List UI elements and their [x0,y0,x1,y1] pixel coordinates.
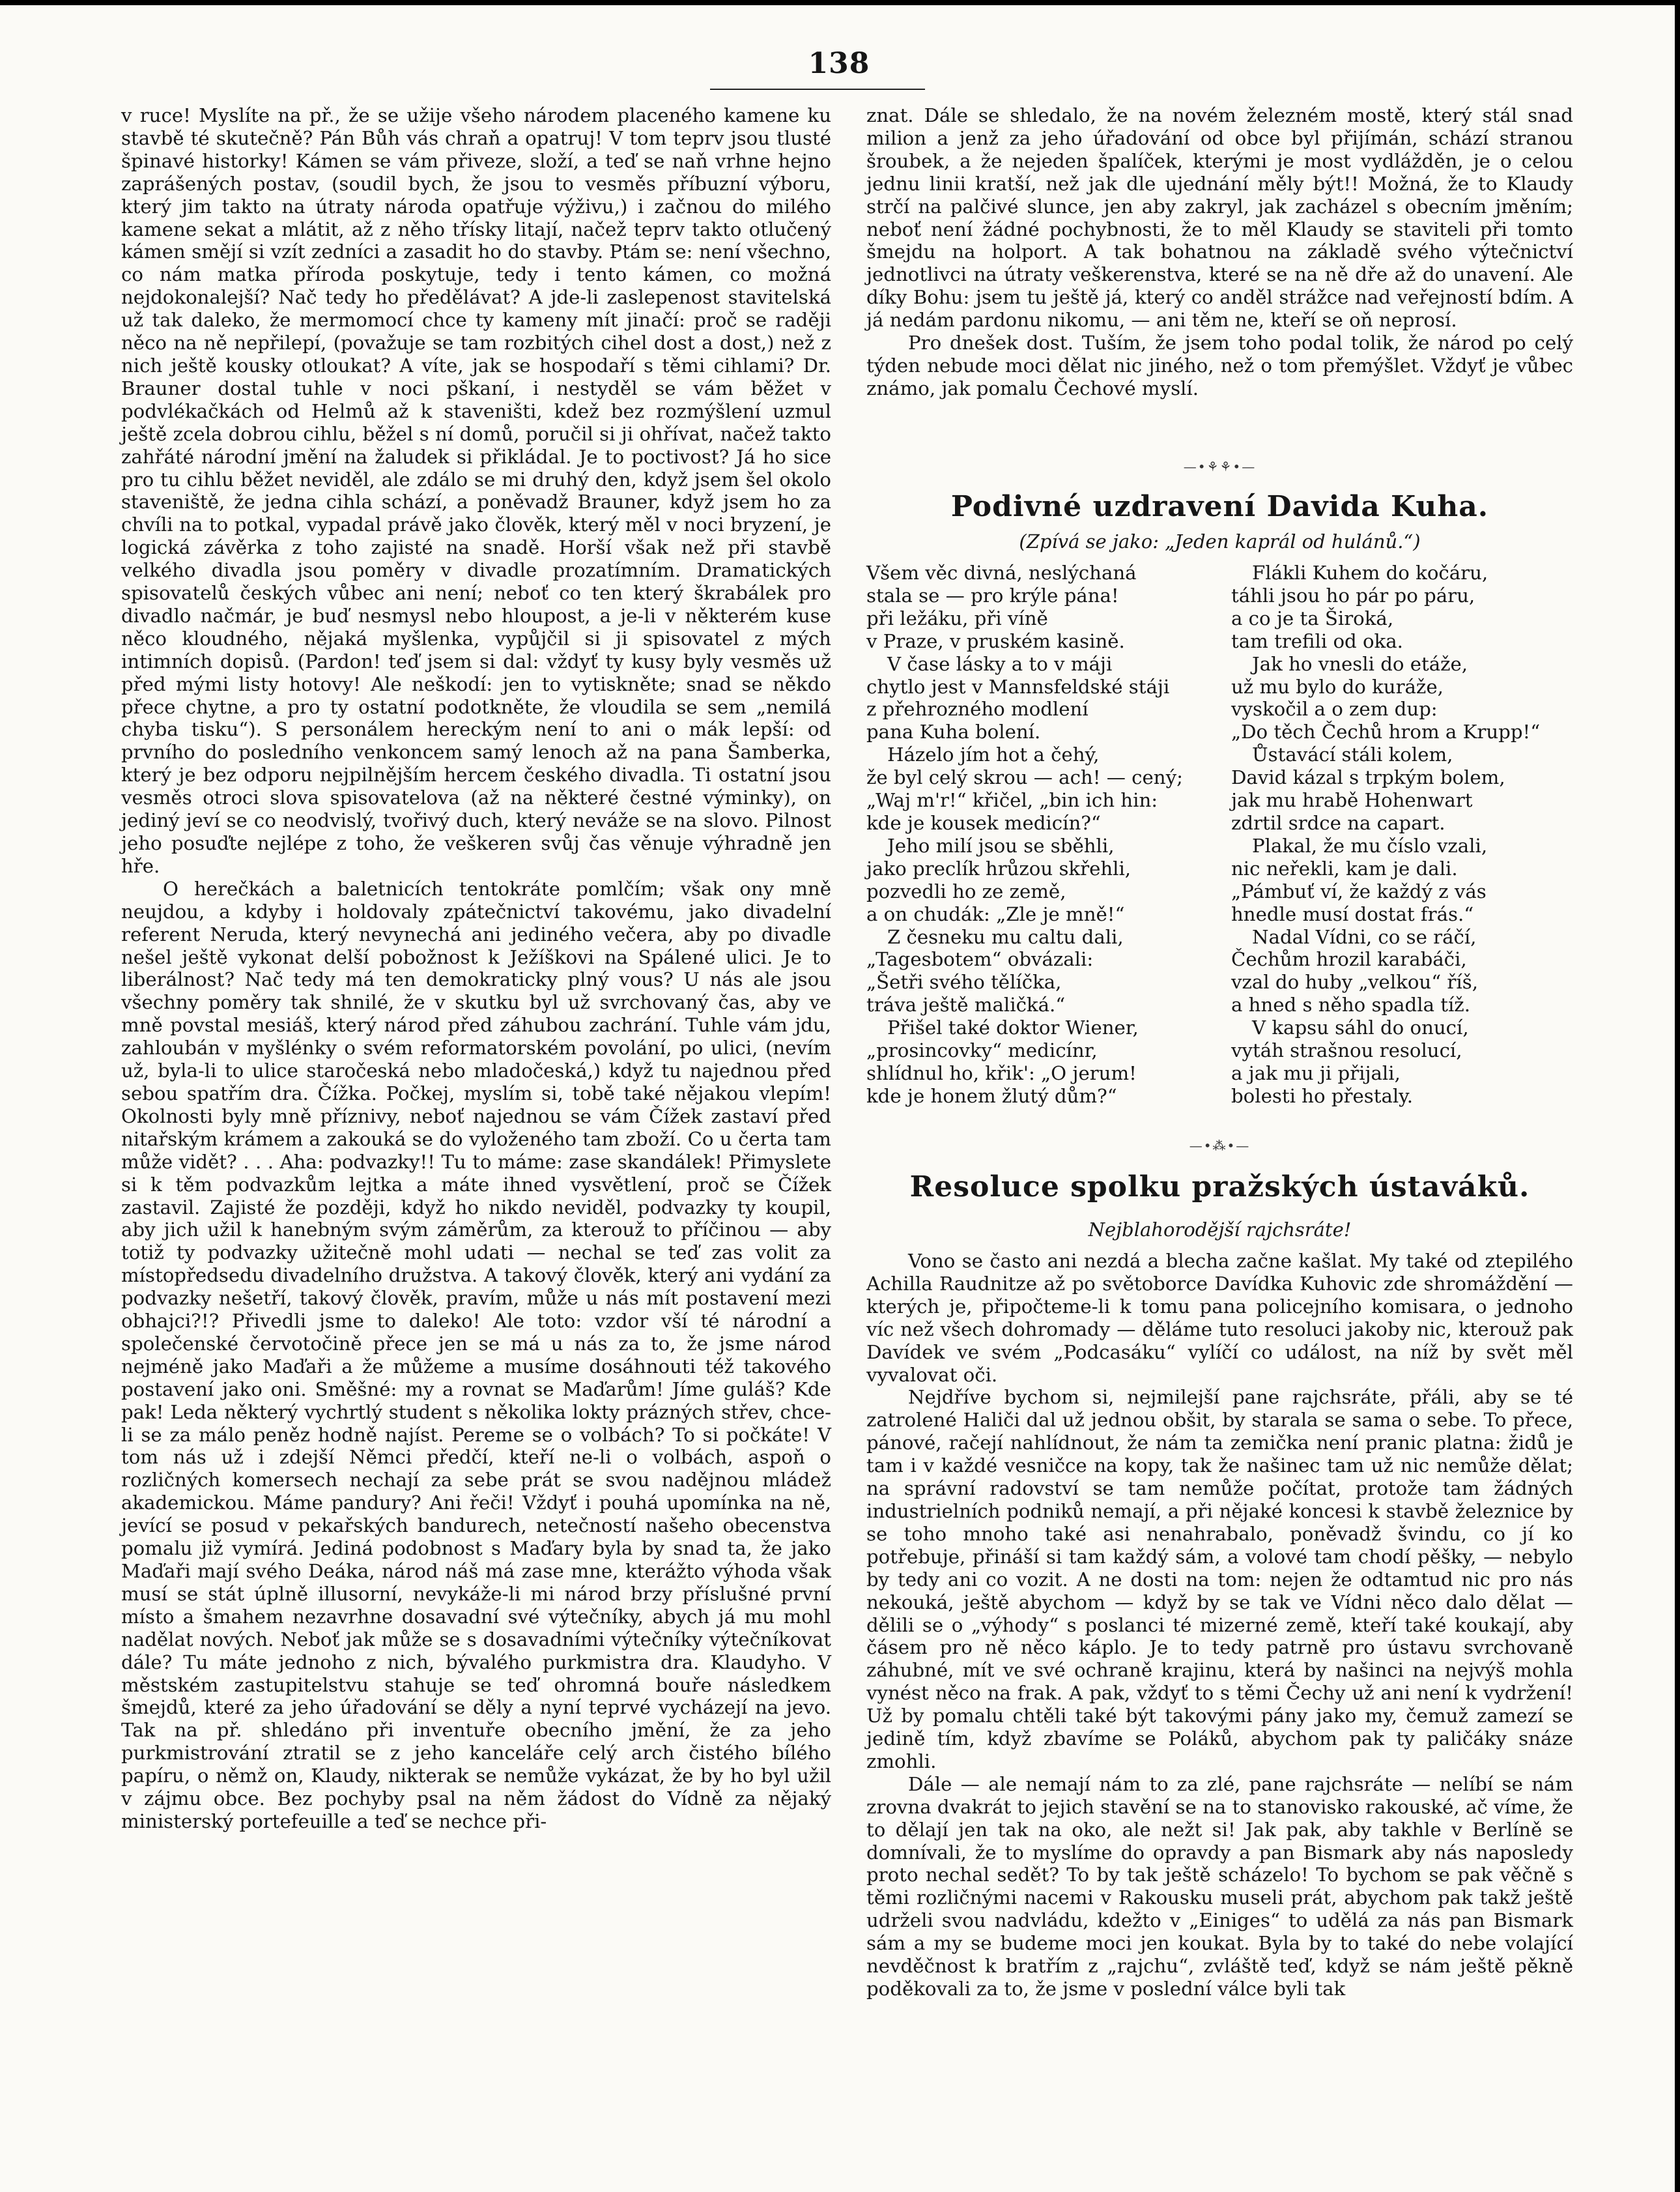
poem-line: V čase lásky a to v máji [887,652,1113,675]
ornament-divider-1: —•⚘⚘•— [1183,459,1257,474]
poem-line: že byl celý skrou — ach! — cený; [866,766,1183,789]
poem-left-stanzas [866,562,1218,1108]
poem-line: vyskočil a o zem dup: [1231,698,1438,721]
resolution-title: Resoluce spolku pražských ústaváků. [909,1170,1530,1204]
resolution-paragraph-2: Nejdříve bychom si, nejmilejší pane rajchsráte, přáli, aby se té zatrolené Haliči dal už jednou obšit, by starala se sama o sebe. To přece, pánové, račejí nahlídnout, že nám ta zemička není pranic platna: židů je tam i v každé vesničce na kopy, tak že našinec tam už nic nemůže dělat; na správní radovství se tam nemůže počítat, protože tam žádných industrielních podniků nemají, a při nějaké koncesi k stavbě železnice by se toho mnoho také asi nenahrabalo, poněvadž švindu, co jí ko potřebuje, přináší si tam každý sám, a volové tam chodí pěšky, — nebylo by tedy ani co vozit. A ne dosti na tom: nejen že odtamtud nic pro nás nekouká, ještě abychom — když by se tak ve Vídni něco dalo dělat — dělili se o „výhody“ s poslanci té mizerné země, kteří také koukají, aby čásem pro ně něco káplo. Je to tedy patrně pro ústavu svrchovaně záhubné, mít ve své ochraně krajinu, která by našinci na nejvýš mohla vynést něco na frak. A pak, vždyť to s těmi Čechy už ani není k vydržení! Už by pomalu chtěli také být takovými pány jako my, čemuž zamezí se jedině tím, když zbavíme se Poláků, abychom pak ty paličáky snáze zmohli. [866,1386,1573,1772]
poem-line: bolesti ho přestaly. [1231,1084,1414,1107]
poem-line: při ležáku, při víně [866,607,1048,629]
poem-line: „prosincovky“ medicínr, [866,1039,1098,1062]
poem-line: hnedle musí dostat frás.“ [1231,902,1474,925]
poem-line: Plakal, že mu číslo vzali, [1252,834,1488,857]
poem-line: shlídnul ho, křik': „O jerum! [866,1061,1137,1084]
poem-line: V kapsu sáhl do onucí, [1252,1017,1469,1039]
poem-line: a hned s něho spadla tíž. [1231,994,1470,1017]
poem-line: stala se — pro krýle pána! [866,584,1119,607]
poem-line: v Praze, v pruském kasině. [866,629,1125,652]
poem-line: pana Kuha bolení. [866,721,1041,743]
poem-line: jak mu hrabě Hohenwart [1231,789,1473,812]
resolution-paragraph-1: Vono se často ani nezdá a blecha začne kašlat. My také od ztepilého Achilla Raudnitze až po světoborce Davídka Kuhovic zde shromáždění — kterých je, připočteme-li k tomu pana policejního komisara, o jednoho víc než všech dohromady — děláme tuto resoluci jakoby nic, kterouž pak Davídek ve svém „Podcasáku“ vylíčí co událost, na níž by svět měl vyvalovat oči. [866,1250,1573,1386]
poem-line: Přišel také doktor Wiener, [887,1017,1139,1039]
poem-line: táhli jsou ho pár po páru, [1231,584,1475,607]
poem-line: Ůstavácí stáli kolem, [1252,743,1453,766]
resolution-body [866,1250,1573,2000]
poem-line: vytáh strašnou resolucí, [1231,1039,1462,1062]
poem-title: Podivné uzdravení Davida Kuha. [950,490,1489,523]
poem-line: už mu bylo do kuráže, [1231,675,1444,698]
poem-line: „Tagesbotem“ obvázali: [866,948,1094,971]
poem-line: jako preclík hrůzou skřehli, [866,857,1132,880]
resolution-salutation: Nejblahorodější rajchsráte! [1088,1219,1352,1241]
poem-line: Jak ho vnesli do etáže, [1252,652,1468,675]
right-paragraph-2: Pro dnešek dost. Tuším, že jsem toho podal tolik, že národ po celý týden nebude moci dělat nic jiného, než o tom přemýšlet. Vždyť je vůbec známo, jak pomalu Čechové myslí. [866,332,1573,399]
poem-line: zdrtil srdce na capart. [1231,811,1445,834]
poem-line: Házelo jím hot a čehý, [887,743,1100,766]
poem-line: Všem věc divná, neslýchaná [866,562,1137,584]
poem-line: pozvedli ho ze země, [866,880,1066,902]
poem-line: vzal do huby „velkou“ říš, [1231,971,1478,994]
scan-border-top [0,0,1680,5]
page-number-rule [710,89,925,90]
poem-line: „Pámbuť ví, že každý z vás [1231,880,1487,902]
left-column [121,104,831,1833]
poem-line: „Do těch Čechů hrom a Krupp!“ [1231,721,1541,743]
poem-line: „Šetři svého tělíčka, [866,971,1062,994]
poem-line: Jeho milí jsou se sběhli, [887,834,1115,857]
poem-line: z přehrozného modlení [866,698,1089,721]
poem-line: tráva ještě maličká.“ [866,994,1066,1017]
poem-line: chytlo jest v Mannsfeldské stáji [866,675,1170,698]
poem-line: Čechům hrozil karabáči, [1231,948,1467,971]
poem-subtitle: (Zpívá se jako: „Jeden kaprál od hulánů.“) [1019,530,1421,553]
left-paragraph-2: O herečkách a baletnicích tentokráte pomlčím; však ony mně neujdou, a kdyby i holdovaly zpátečnictví takovému, jako divadelní referent Neruda, který nevynechá ani jediného večera, aby po divadle nešel ještě vykonat delší pobožnost k Ježíškovi na Spálené ulici. Je to liberálnost? Nač tedy má ten demokraticky plný vous? U nás ale jsou všechny poměry tak shnilé, že v skutku byl už svrchovaný čas, aby ve mně povstal mesiáš, který národ před záhubou zachrání. Tuhle vám jdu, zahloubán v myšlénky o svém reformatorském povolání, po ulici, (nevím už, byla-li to ulice staročeská nebo mladočeská,) když tu najednou před sebou spatřím dra. Čížka. Počkej, myslím si, tobě také nějakou vlepím! Okolnosti byly mně příznivy, neboť najednou se vám Čížek zastaví před nitařským krámem a zakouká se do vyloženého tam zboží. Co u čerta tam může vidět? . . . Aha: podvazky!! Tu to máme: zase skandálek! Přimyslete si k těm podvazkům lejtka a máte ihned vysvětlení, proč se Čížek zastavil. Zajisté že později, když ho nikdo neviděl, podvazky ty koupil, aby jich užil k hanebným svým záměrům, za kterouž to příčinou — aby totiž ty podvazky užitečně mohl udati — nechal se teď zas volit za místopředsedu divadelního družstva. A takový člověk, který ani vydání za podvazky nešetří, takový člověk, pravím, může u nás mít postavení mezi obhajci?!? Přivedli jsme to daleko! Ale toto: vzdor vší té národní a společenské červotočině přece jen se má u nás za to, že jsme národ nejméně jako Maďaři a že můžeme a musíme dosáhnouti též takového postavení jako oni. Směšné: my a rovnat se Maďarům! Jíme guláš? Kde pak! Leda některý vychrtlý student s několika lokty prázných střev, chce-li se za málo peněz hodně najíst. Pereme se o volbách? To si počkáte! V tom nás už i zdejší Němci předčí, kteří ne-li o volbách, aspoň o rozličných komersech nechají za sebe prát se svou nadějnou mládež akademickou. Máme pandury? Ani řeči! Vždyť i pouhá upomínka na ně, jevící se posud v pekařských bandurech, netečností našeho obecenstva pomalu již vymírá. Jediná podobnost s Maďary byla by snad ta, že jako Maďaři mají svého Deáka, národ náš má zase mne, kterážto výhoda však musí se stát úplně illusorní, nevykáže-li mi národ brzy příslušné první místo a šmahem nezavrhne dosavadní své výtečníky, abych já mu mohl nadělat nových. Neboť jak může se s dosavadními výtečníky výtečníkovat dále? Tu máte jednoho z nich, bývalého purkmistra dra. Klaudyho. V městském zastupitelstvu stahuje se teď ohromná bouře následkem šmejdů, které za jeho úřadování se děly a nyní teprvé vycházejí na jevo. Tak na př. shledáno při inventuře obecního jmění, že za jeho purkmistrování ztratil se z jeho kanceláře celý arch čistého bílého papíru, o němž on, Klaudy, nikterak se nemůže vykázat, že by ho byl užil v zájmu obce. Bez pochyby psal na něm žádost do Vídně za nějaký ministerský portefeuille a teď se nechce při- [121,877,831,1832]
right-column-top [866,104,1573,400]
scan-border-right [1675,0,1680,2192]
poem-line: a co je ta Široká, [1231,607,1394,629]
ornament-divider-2: —•⁂•— [1189,1138,1251,1153]
poem-line: Z česneku mu caltu dali, [887,925,1124,948]
resolution-paragraph-3: Dále — ale nemají nám to za zlé, pane rajchsráte — nelíbí se nám zrovna dvakrát to jejich stavění se na to stanovisko rakouské, ač víme, že to dělají jen tak na oko, ale nežt si! Jak pak, aby takhle v Berlíně se domnívali, že to myslíme do opravdy a pan Bismark aby nás naposledy proto nechal sedět? To by tak ještě scházelo! To bychom se pak věčně s těmi rozličnými nacemi v Rakousku museli prát, abychom pak takž ještě udrželi svou nadvládu, kdežto v „Einiges“ to udělá za nás pan Bismark sám a my se budeme moci jen koukat. Byla by to také do nebe volající nevděčnost k bratřím z „rajchu“, zvláště teď, když se nám ještě pěkně poděkovali za to, že jsme v poslední válce byli tak [866,1772,1573,2000]
poem-line: tam trefili od oka. [1231,629,1403,652]
right-paragraph-1: znat. Dále se shledalo, že na novém železném mostě, který stál snad milion a jenž za jeho úřadování od obce byl přijímán, schází stranou šroubek, a že nejeden špalíček, kterými je most vydlážděn, je o celou jednu linii kratší, než jak dle ujednání měly být!! Možná, že to Klaudy strčí na palčivé slunce, jen aby zakryl, jak zacházel s obecním jměním; neboť není žádné pochybnosti, že to měl Klaudy se staviteli při tomto šmejdu na holport. A tak bohatnou na základě svého výtečnictví jednotlivci na útraty veškerenstva, které se na ně dře až do unavení. Ale díky Bohu: jsem tu ještě já, který co anděl strážce nad veřejností bdím. A já nedám pardonu nikomu, — ani těm ne, kteří se oň neprosí. [866,104,1573,332]
left-paragraph-1: v ruce! Myslíte na př., že se užije všeho národem placeného kamene ku stavbě té skutečně? Pán Bůh vás chraň a opatruj! V tom teprv jsou tlusté špinavé historky! Kámen se vám přiveze, složí, a teď se naň vrhne hejno zaprášených postav, (soudil bych, že jsou to vesměs příbuzní výboru, který jim takto na útraty národa opatřuje výživu,) i začnou do milého kamene sekat a mlátit, až z něho třísky litají, načež teprv takto otlučený kámen smějí si vzít zedníci a zasadit ho do stavby. Ptám se: není všechno, co nám matka příroda poskytuje, tedy i tento kámen, co možná nejdokonalejší? Nač tedy ho předělávat? A jde-li zaslepenost stavitelská už tak daleko, že mermomocí chce ty kameny mít jinačí: proč se raději něco na ně nepřilepí, (považuje se tam rozbitých cihel dost a dost,) než z nich ještě kousky otloukat? A víte, jak se hospodaří s těmi cihlami? Dr. Brauner dostal tuhle v noci pškaní, i nestyděl se vám běžet v podvlékačkách od Helmů až k staveništi, kdež bez rozmýšlení uzmul ještě zcela dobrou cihlu, běžel s ní domů, poručil si ji ohřívat, načež takto zahřáté národní jmění na žaludek si přikládal. Je to poctivost? Já ho sice pro tu cihlu běžet neviděl, ale zdálo se mi druhý den, když jsem šel okolo staveniště, že jedna cihla schází, a poněvadž Brauner, když jsem ho za chvíli na to potkal, vypadal právě jako člověk, který měl v noci bryzení, je logická závěrka z toho zajisté na snadě. Horší však než při stavbě velkého divadla jsou poměry v divadle prozatímním. Dramatických spisovatelů českých vůbec ani není; neboť co ten který škrabálek pro divadlo načmár, je buď nesmysl nebo hloupost, a je-li v některém kuse něco kloudného, nějaká myšlenka, vypůjčil si ji spisovatel z mých intimních dopisů. (Pardon! teď jsem si dal: vždyť ty kusy byly vesměs už před mými listy hotovy! Ale neškodí: jen to vytiskněte; snad se někdo přece chytne, a pro ty ostatní podotkněte, že vloudila se sem „nemilá chyba tisku“). S personálem hereckým není to ani o mák lepší: od prvního do posledního venkoncem samý lenoch až na pana Šamberka, který je bez odporu nejpilnějším hercem českého divadla. Ti ostatní jsou vesměs otroci slova spisovatelova (až na některé čestné výminky), on jediný jeví se co neodvislý, tvořivý duch, který neváže se na slovo. Pilnost jeho posuďte nejlépe z toho, že veškeren svůj čas věnuje výhradně jen hře. [121,104,831,877]
poem-line: kde je honem žlutý dům?“ [866,1084,1117,1107]
poem-line: David kázal s trpkým bolem, [1231,766,1505,789]
poem-line: a jak mu ji přijali, [1231,1061,1401,1084]
poem-line: kde je kousek medicín?“ [866,811,1101,834]
poem-line: „Waj m'r!“ křičel, „bin ich hin: [866,789,1158,812]
poem-line: a on chudák: „Zle je mně!“ [866,902,1125,925]
page-number: 138 [808,47,870,80]
poem-line: nic neřekli, kam je dali. [1231,857,1458,880]
poem-line: Nadal Vídni, co se ráčí, [1252,925,1477,948]
poem-line: Flákli Kuhem do kočáru, [1252,562,1488,584]
poem-right-stanzas [1231,562,1573,1108]
